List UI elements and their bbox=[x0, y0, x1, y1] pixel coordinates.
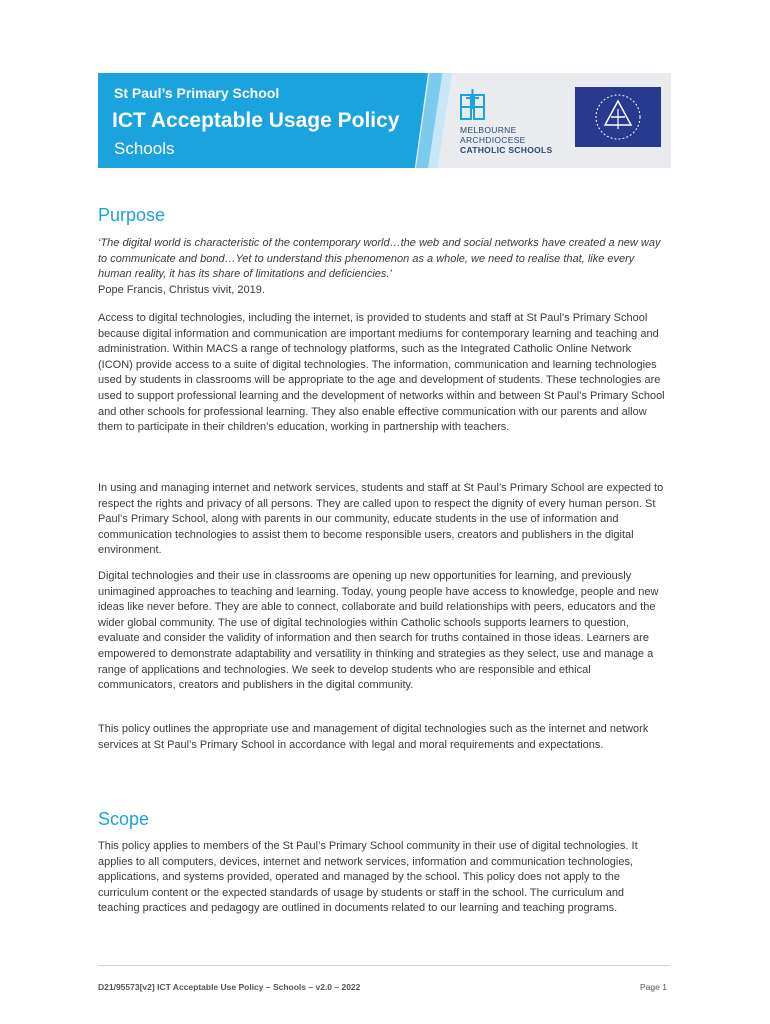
document-subtitle: Schools bbox=[114, 139, 175, 158]
school-name: St Paul’s Primary School bbox=[114, 85, 280, 101]
macs-logo-line3: CATHOLIC SCHOOLS bbox=[460, 145, 553, 155]
macs-logo-icon bbox=[460, 89, 486, 121]
purpose-paragraph-1: Access to digital technologies, including the internet, is provided to students and staff at St Paul’s Primary School because digital information and communication are important mediums for contemporary learning and teaching and administration. Within MACS a range of technology platforms, such as the Integrated Catholic Online Network (ICON) provide access to a suite of digital technologies. The information, communication and learning technologies used by students in classrooms will be appropriate to the age and development of students. These technologies are used to support professional learning and the development of networks within and between St Paul’s Primary School and other schools for professional learning. They also enable effective communication with our parents and allow them to participate in their children’s education, working in partnership with teachers. bbox=[98, 312, 665, 434]
macs-logo-text bbox=[460, 125, 552, 155]
footer-document-id: D21/95573[v2] ICT Acceptable Use Policy – Schools – v2.0 – 2022 bbox=[98, 982, 361, 992]
footer-page-number: Page 1 bbox=[640, 982, 667, 992]
purpose-paragraph-4: This policy outlines the appropriate use and management of digital technologies such as the internet and network services at St Paul’s Primary School in accordance with legal and moral requirements and expectations. bbox=[98, 723, 649, 751]
scope-paragraph-1: This policy applies to members of the St Paul’s Primary School community in their use of digital technologies. It applies to all computers, devices, internet and network services, information and communication technologies, applications, and systems provided, operated and managed by the school. This policy does not apply to the curriculum content or the expected standards of usage by students or staff in the school. The curriculum and teaching practices and pedagogy are outlined in documents related to our learning and teaching programs. bbox=[98, 840, 638, 915]
purpose-paragraph-3: Digital technologies and their use in classrooms are opening up new opportunities for learning, and previously unimagined approaches to teaching and learning. Today, young people have access to knowledge, people and new ideas like never before. They are able to connect, collaborate and build relationships with peers, educators and the wider global community. The use of digital technologies within Catholic schools supports learners to question, evaluate and consider the validity of information and then search for truths contained in those ideas. Learners are empowered to demonstrate adaptability and versatility in thinking and strategies as they select, use and manage a range of applications and technologies. We seek to develop students who are responsible and ethical communicators, creators and publishers in the digital community. bbox=[98, 570, 659, 692]
purpose-heading: Purpose bbox=[98, 205, 166, 225]
macs-logo-line2: ARCHDIOCESE bbox=[460, 135, 526, 145]
scope-heading: Scope bbox=[98, 809, 150, 829]
purpose-quote-source: Pope Francis, Christus vivit, 2019. bbox=[98, 284, 265, 296]
purpose-paragraph-2: In using and managing internet and network services, students and staff at St Paul’s Primary School are expected to respect the rights and privacy of all persons. They are called upon to respect the dignity of every human person. St Paul’s Primary School, along with parents in our community, educate students in the use of information and communication technologies to assist them to become responsible users, creators and publishers in the digital environment. bbox=[98, 482, 664, 557]
header-banner bbox=[98, 73, 671, 168]
footer-divider bbox=[98, 965, 670, 966]
school-crest bbox=[575, 87, 661, 147]
purpose-quote: ‘The digital world is characteristic of the contemporary world…the web and social networks have created a new way to communicate and bond…Yet to understand this phenomenon as a whole, we need to realise that, like every human reality, it has its share of limitations and deficiencies.’ bbox=[98, 237, 661, 281]
macs-logo-line1: MELBOURNE bbox=[460, 125, 517, 135]
document-title: ICT Acceptable Usage Policy bbox=[112, 109, 400, 132]
macs-logo bbox=[460, 89, 570, 155]
school-crest-icon bbox=[575, 87, 661, 147]
